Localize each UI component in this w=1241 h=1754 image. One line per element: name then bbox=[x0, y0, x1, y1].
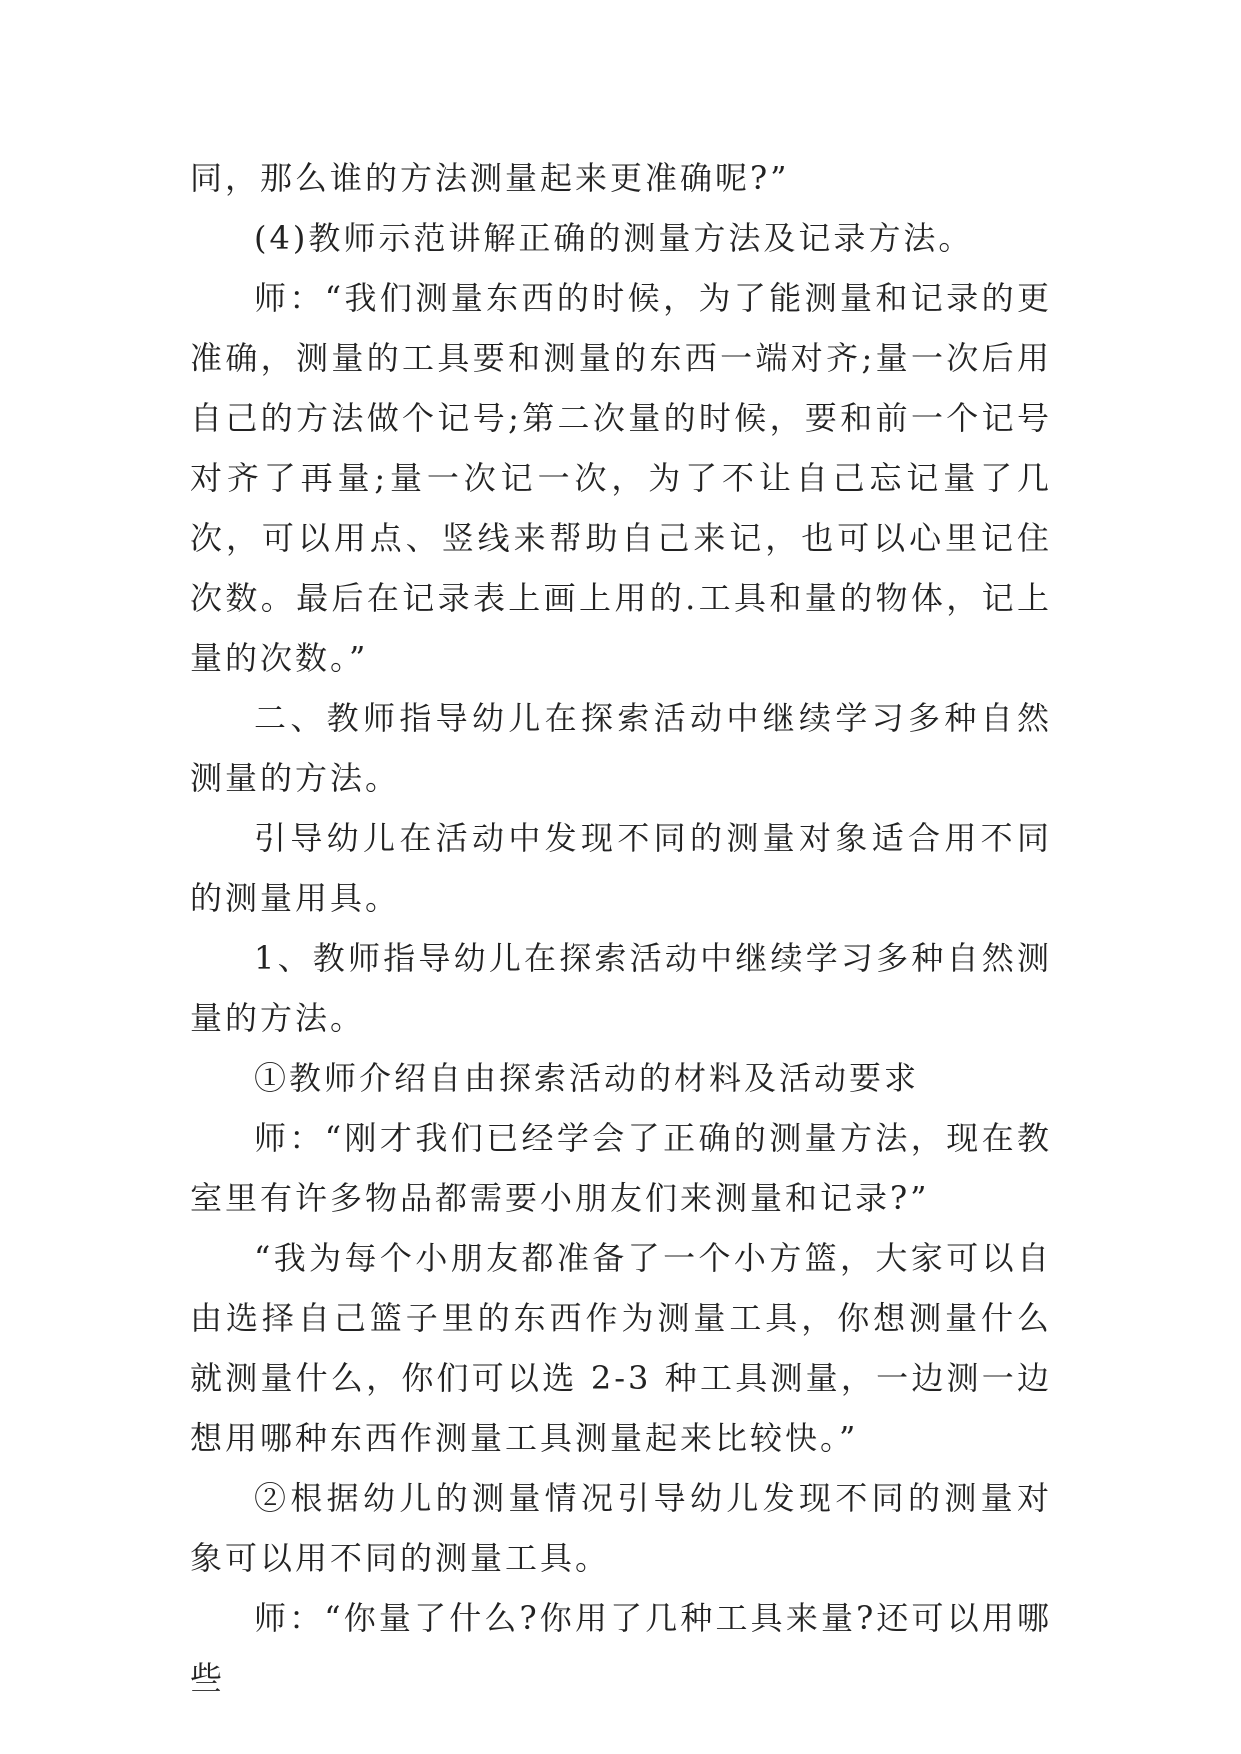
paragraph: 师：“刚才我们已经学会了正确的测量方法，现在教室里有许多物品都需要小朋友们来测量和记录?” bbox=[190, 1119, 1052, 1217]
paragraph: 引导幼儿在活动中发现不同的测量对象适合用不同的测量用具。 bbox=[190, 819, 1052, 917]
paragraph: ②根据幼儿的测量情况引导幼儿发现不同的测量对象可以用不同的测量工具。 bbox=[190, 1479, 1052, 1577]
paragraph: (4)教师示范讲解正确的测量方法及记录方法。 bbox=[254, 219, 974, 257]
document-page bbox=[190, 148, 1052, 1708]
paragraph: 同，那么谁的方法测量起来更准确呢?” bbox=[190, 159, 790, 197]
paragraph: 二、教师指导幼儿在探索活动中继续学习多种自然测量的方法。 bbox=[190, 699, 1052, 797]
paragraph: 师：“我们测量东西的时候，为了能测量和记录的更准确，测量的工具要和测量的东西一端对齐;量一次后用自己的方法做个记号;第二次量的时候，要和前一个记号对齐了再量;量一次记一次，为了不让自己忘记量了几次，可以用点、竖线来帮助自己来记，也可以心里记住次数。最后在记录表上画上用的.工具和量的物体，记上量的次数。” bbox=[190, 279, 1052, 677]
paragraph: 师：“你量了什么?你用了几种工具来量?还可以用哪些 bbox=[190, 1599, 1052, 1697]
paragraph: ①教师介绍自由探索活动的材料及活动要求 bbox=[254, 1059, 920, 1097]
paragraph: 1、教师指导幼儿在探索活动中继续学习多种自然测量的方法。 bbox=[190, 939, 1052, 1037]
paragraph: “我为每个小朋友都准备了一个小方篮，大家可以自由选择自己篮子里的东西作为测量工具，你想测量什么就测量什么，你们可以选 2-3 种工具测量，一边测一边想用哪种东西作测量工具测量起来比较快。” bbox=[190, 1239, 1052, 1457]
